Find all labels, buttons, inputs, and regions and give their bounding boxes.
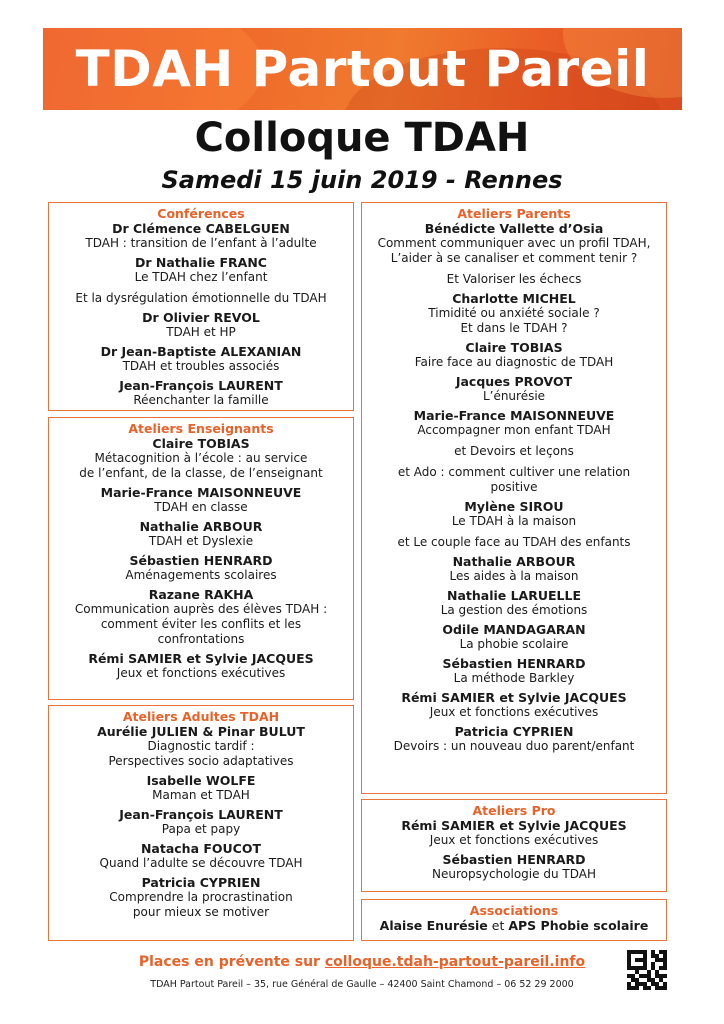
speaker-name: Bénédicte Vallette d’Osia <box>424 221 604 236</box>
speaker-name: Jean-François LAURENT <box>119 807 283 822</box>
section-ateliers-pro <box>361 799 667 892</box>
speaker-name: Dr Nathalie FRANC <box>135 255 267 270</box>
speaker-name: Dr Jean-Baptiste ALEXANIAN <box>100 344 302 359</box>
speaker-entry <box>49 875 353 920</box>
speaker-name: Dr Olivier REVOL <box>142 310 260 325</box>
talk-title: Communication auprès des élèves TDAH : <box>74 602 328 616</box>
speaker-entry <box>362 690 666 720</box>
banner-title: TDAH Partout Pareil <box>75 40 650 98</box>
talk-title: de l’enfant, de la classe, de l’enseignant <box>79 466 323 480</box>
talk-title: Comment communiquer avec un profil TDAH, <box>377 236 651 250</box>
talk-title: pour mieux se motiver <box>132 905 270 919</box>
talk-title: La phobie scolaire <box>459 637 569 651</box>
speaker-name: Nathalie ARBOUR <box>452 554 576 569</box>
section-ateliers-adultes <box>48 705 354 941</box>
talk-title: Et dans le TDAH ? <box>460 321 568 335</box>
talk-title: L’énurésie <box>482 389 546 403</box>
speaker-entry <box>362 818 666 848</box>
talk-title: Maman et TDAH <box>152 788 250 802</box>
speaker-entry <box>49 221 353 251</box>
talk-title: Devoirs : un nouveau duo parent/enfant <box>393 739 635 753</box>
talk-title: Aménagements scolaires <box>125 568 277 582</box>
speaker-entry <box>49 807 353 837</box>
talk-title: Le TDAH chez l’enfant <box>134 270 268 284</box>
talk-title: L’aider à se canaliser et comment tenir ? <box>390 251 638 265</box>
speaker-entry <box>362 622 666 652</box>
speaker-name: Sébastien HENRARD <box>442 656 586 671</box>
talk-title: Diagnostic tardif : <box>147 739 255 753</box>
speaker-entry <box>49 378 353 408</box>
talk-title-extra: et Devoirs et leçons <box>454 444 574 458</box>
talk-title-extra: Et Valoriser les échecs <box>446 272 582 286</box>
speaker-entry <box>362 656 666 686</box>
speaker-name: Sébastien HENRARD <box>129 553 273 568</box>
speaker-entry <box>49 553 353 583</box>
speaker-entry <box>362 852 666 882</box>
speaker-name: Odile MANDAGARAN <box>442 622 586 637</box>
talk-title: TDAH : transition de l’enfant à l’adulte <box>85 236 317 250</box>
speaker-entry <box>362 221 666 287</box>
talk-title: TDAH et Dyslexie <box>148 534 254 548</box>
talk-title: Comprendre la procrastination <box>109 890 293 904</box>
talk-title-extra: positive <box>490 480 538 494</box>
event-date-location: Samedi 15 juin 2019 - Rennes <box>161 166 563 194</box>
talk-title: comment éviter les conflits et les <box>100 617 302 631</box>
page-title: Colloque TDAH <box>194 115 530 161</box>
section-title: Associations <box>469 903 559 918</box>
section-title: Ateliers Pro <box>472 803 556 818</box>
talk-title: TDAH et HP <box>166 325 236 339</box>
speaker-entry <box>49 255 353 306</box>
speaker-name: Marie-France MAISONNEUVE <box>413 408 615 423</box>
speaker-entry <box>49 587 353 647</box>
speaker-entry <box>362 724 666 754</box>
speaker-name: Patricia CYPRIEN <box>141 875 261 890</box>
speaker-name: Dr Clémence CABELGUEN <box>112 221 290 236</box>
speaker-entry <box>49 344 353 374</box>
association-name: Alaise Enurésie <box>379 918 488 933</box>
speaker-name: Jean-François LAURENT <box>119 378 283 393</box>
talk-title: La méthode Barkley <box>453 671 575 685</box>
talk-title: Métacognition à l’école : au service <box>94 451 308 465</box>
talk-title: Jeux et fonctions exécutives <box>116 666 286 680</box>
section-title: Conférences <box>157 206 245 221</box>
speaker-entry <box>49 651 353 681</box>
talk-title: confrontations <box>157 632 245 646</box>
speaker-name: Claire TOBIAS <box>152 436 250 451</box>
speaker-name: Jacques PROVOT <box>455 374 573 389</box>
speaker-name: Rémi SAMIER et Sylvie JACQUES <box>401 690 627 705</box>
header-banner <box>43 28 682 110</box>
talk-title: Faire face au diagnostic de TDAH <box>414 355 614 369</box>
speaker-name: Rémi SAMIER et Sylvie JACQUES <box>88 651 314 666</box>
section-ateliers-enseignants <box>48 417 354 700</box>
associations-list <box>362 918 666 933</box>
section-conferences <box>48 202 354 411</box>
section-title: Ateliers Adultes TDAH <box>122 709 280 724</box>
speaker-entry <box>49 519 353 549</box>
association-name: APS Phobie scolaire <box>508 918 649 933</box>
section-title: Ateliers Parents <box>457 206 571 221</box>
speaker-entry <box>362 408 666 495</box>
associations-joiner: et <box>487 918 509 933</box>
speaker-name: Marie-France MAISONNEUVE <box>100 485 302 500</box>
speaker-entry <box>362 374 666 404</box>
talk-title-extra: et Le couple face au TDAH des enfants <box>397 535 631 549</box>
speaker-name: Isabelle WOLFE <box>146 773 256 788</box>
speaker-entry <box>49 773 353 803</box>
speaker-entry <box>362 554 666 584</box>
speaker-entry <box>362 291 666 336</box>
talk-title: Papa et papy <box>161 822 241 836</box>
speaker-entry <box>49 841 353 871</box>
talk-title: Jeux et fonctions exécutives <box>429 833 599 847</box>
website-link[interactable]: colloque.tdah-partout-pareil.info <box>324 954 586 970</box>
section-associations <box>361 899 667 941</box>
talk-title: Réenchanter la famille <box>133 393 269 407</box>
speaker-entry <box>49 436 353 481</box>
section-ateliers-parents <box>361 202 667 794</box>
talk-title-extra: et Ado : comment cultiver une relation <box>397 465 631 479</box>
speaker-name: Aurélie JULIEN & Pinar BULUT <box>97 724 305 739</box>
talk-title: Perspectives socio adaptatives <box>108 754 294 768</box>
qr-code-icon[interactable] <box>627 950 667 990</box>
speaker-entry <box>49 724 353 769</box>
speaker-name: Sébastien HENRARD <box>442 852 586 867</box>
talk-title-extra: Et la dysrégulation émotionnelle du TDAH <box>75 291 327 305</box>
talk-title: Le TDAH à la maison <box>451 514 577 528</box>
speaker-entry <box>362 499 666 550</box>
talk-title: Les aides à la maison <box>449 569 579 583</box>
talk-title: Timidité ou anxiété sociale ? <box>428 306 600 320</box>
talk-title: Accompagner mon enfant TDAH <box>417 423 611 437</box>
section-title: Ateliers Enseignants <box>128 421 274 436</box>
talk-title: La gestion des émotions <box>440 603 588 617</box>
speaker-entry <box>362 340 666 370</box>
talk-title: Jeux et fonctions exécutives <box>429 705 599 719</box>
speaker-name: Rémi SAMIER et Sylvie JACQUES <box>401 818 627 833</box>
talk-title: TDAH en classe <box>154 500 248 514</box>
presale-notice <box>0 954 724 970</box>
speaker-name: Nathalie ARBOUR <box>139 519 263 534</box>
speaker-entry <box>49 310 353 340</box>
presale-prefix: Places en prévente sur <box>138 954 325 970</box>
speaker-name: Nathalie LARUELLE <box>446 588 582 603</box>
talk-title: Neuropsychologie du TDAH <box>432 867 596 881</box>
speaker-name: Razane RAKHA <box>148 587 254 602</box>
speaker-name: Natacha FOUCOT <box>140 841 262 856</box>
qr-module <box>663 986 667 990</box>
speaker-name: Charlotte MICHEL <box>452 291 576 306</box>
speaker-name: Patricia CYPRIEN <box>454 724 574 739</box>
speaker-name: Claire TOBIAS <box>465 340 563 355</box>
talk-title: Quand l’adulte se découvre TDAH <box>99 856 303 870</box>
speaker-entry <box>49 485 353 515</box>
talk-title: TDAH et troubles associés <box>122 359 280 373</box>
speaker-name: Mylène SIROU <box>464 499 564 514</box>
speaker-entry <box>362 588 666 618</box>
organizer-address: TDAH Partout Pareil – 35, rue Général de Gaulle – 42400 Saint Chamond – 06 52 29 2000 <box>150 979 574 990</box>
